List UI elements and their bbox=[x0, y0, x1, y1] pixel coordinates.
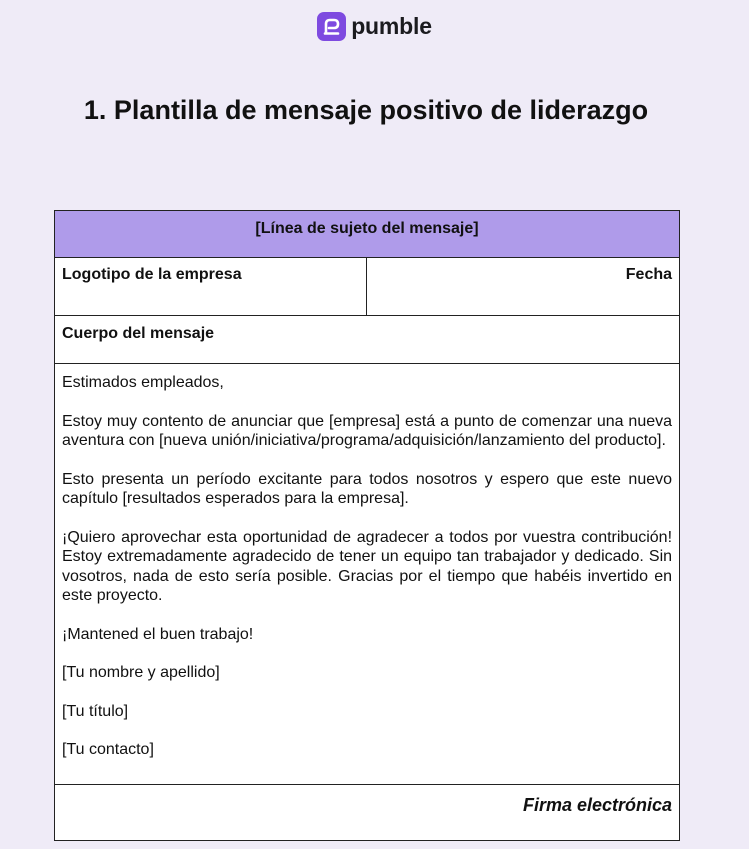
paragraph-thanks: ¡Quiero aprovechar esta oportunidad de agradecer a todos por vuestra contribución! Estoy extremadamente agradecido de tener un equipo tan trabajador y dedicado. Sin vosotros, nada de esto sería posible. Gracias por el tiempo que habéis invertido en este proyecto. bbox=[62, 528, 673, 604]
signature-row bbox=[55, 785, 680, 841]
logo-date-row bbox=[55, 258, 680, 316]
greeting-text: Estimados empleados, bbox=[62, 374, 224, 391]
signature-cell: Firma electrónica bbox=[55, 785, 680, 841]
name-placeholder: [Tu nombre y apellido] bbox=[62, 664, 220, 681]
date-cell: Fecha bbox=[367, 258, 680, 316]
title-placeholder: [Tu título] bbox=[62, 702, 129, 720]
company-logo-cell: Logotipo de la empresa bbox=[55, 258, 367, 316]
subject-row bbox=[55, 211, 680, 258]
body-label-cell: Cuerpo del mensaje bbox=[55, 316, 680, 364]
subject-line-cell: [Línea de sujeto del mensaje] bbox=[55, 211, 680, 258]
brand-logo bbox=[317, 12, 432, 41]
message-row bbox=[55, 364, 680, 785]
pumble-logo-icon bbox=[317, 12, 346, 41]
page-title: 1. Plantilla de mensaje positivo de liderazgo bbox=[83, 95, 649, 125]
message-body-cell bbox=[55, 364, 680, 785]
contact-placeholder: [Tu contacto] bbox=[62, 741, 154, 758]
message-template-table bbox=[54, 210, 680, 841]
paragraph-expectations: Esto presenta un período excitante para todos nosotros y espero que este nuevo capítulo [resultados esperados para la empresa]. bbox=[62, 470, 673, 507]
paragraph-announcement: Estoy muy contento de anunciar que [empresa] está a punto de comenzar una nueva aventura con [nueva unión/iniciativa/programa/adquisición/lanzamiento del producto]. bbox=[62, 412, 673, 449]
body-label-row bbox=[55, 316, 680, 364]
brand-name: pumble bbox=[351, 13, 432, 39]
closing-text: ¡Mantened el buen trabajo! bbox=[62, 625, 254, 643]
brand-header bbox=[0, 12, 749, 41]
